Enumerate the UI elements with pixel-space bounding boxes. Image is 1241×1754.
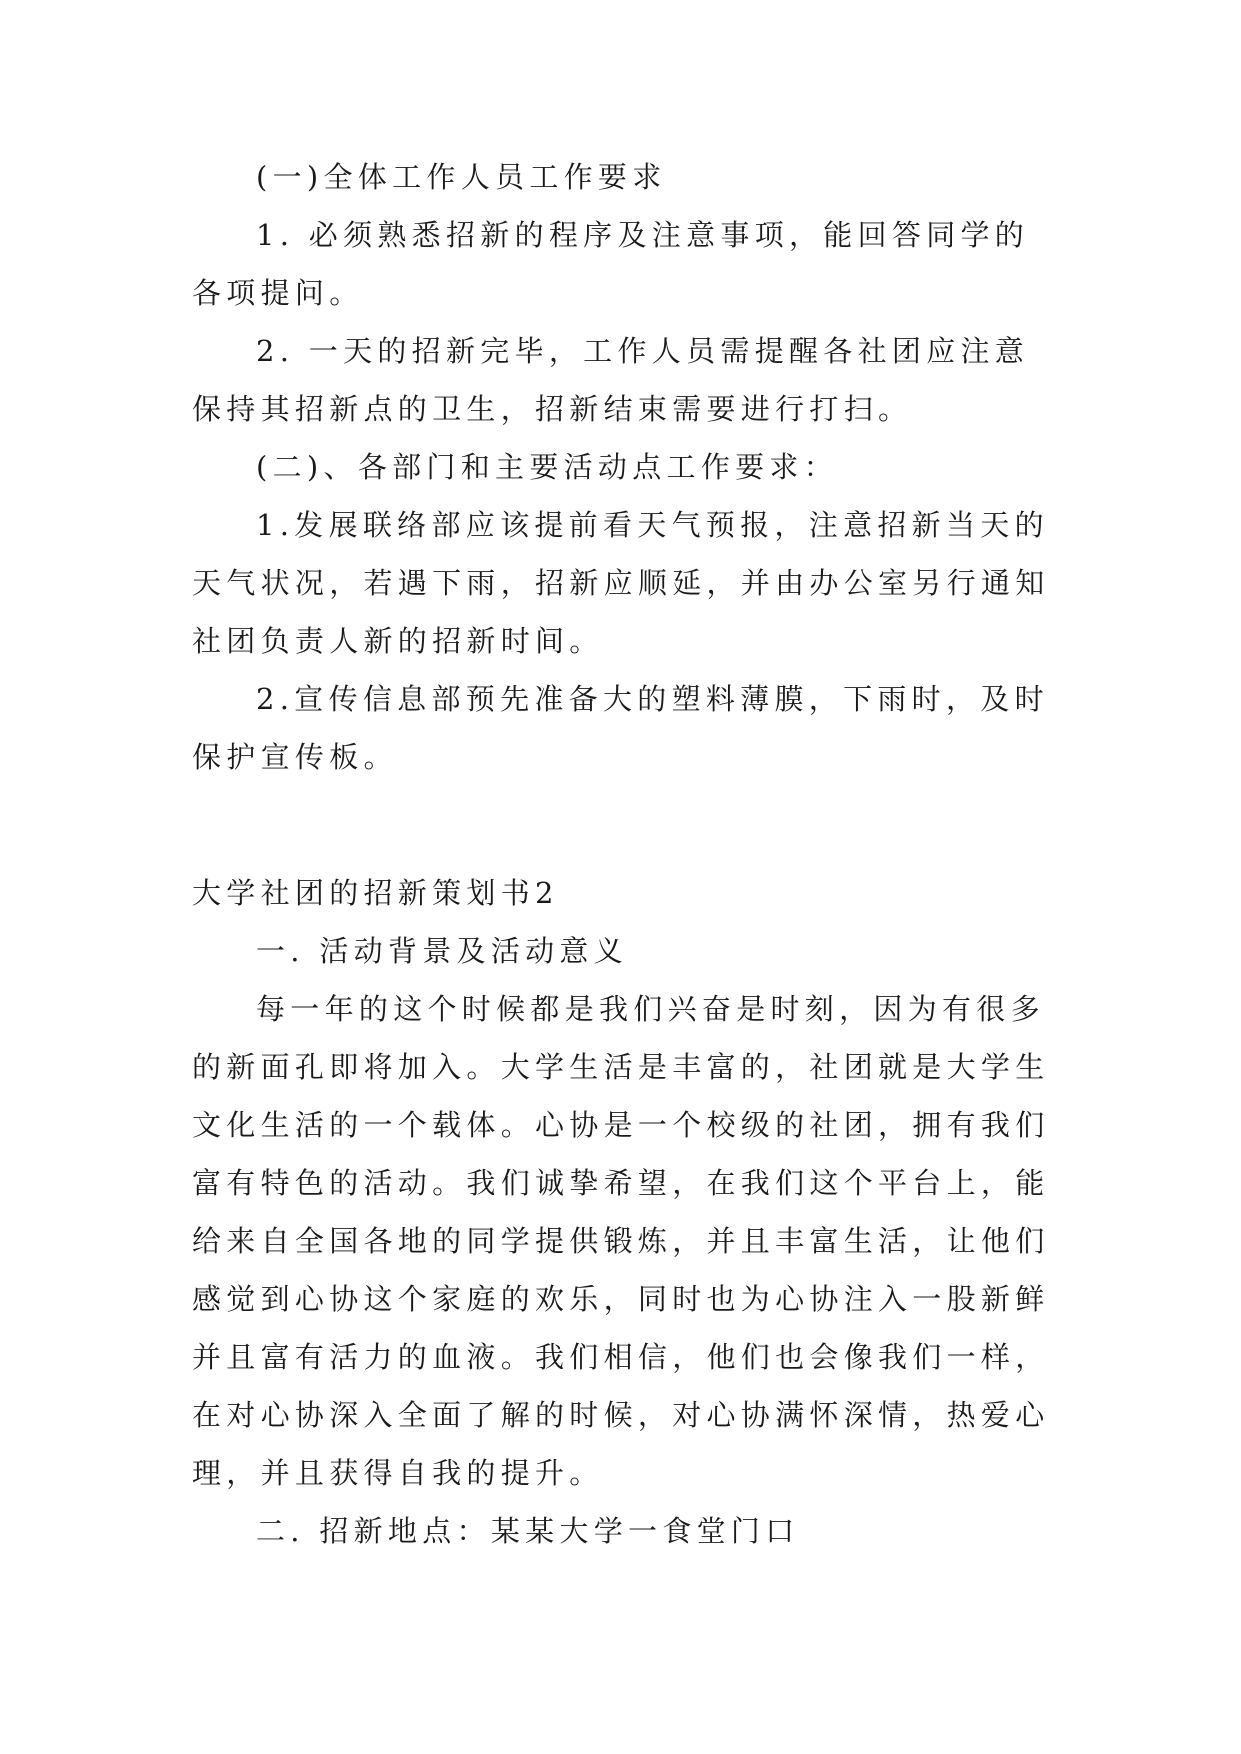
- staff-requirements-heading: (一)全体工作人员工作要求: [256, 160, 667, 194]
- requirement-item-2: 2. 一天的招新完毕，工作人员需提醒各社团应注意保持其招新点的卫生，招新结束需要进行打扫。: [192, 334, 1030, 426]
- department-requirements-heading: (二)、各部门和主要活动点工作要求：: [256, 450, 839, 484]
- requirement-item-1: 1. 必须熟悉招新的程序及注意事项，能回答同学的各项提问。: [192, 218, 1030, 310]
- background-paragraph: 每一年的这个时候都是我们兴奋是时刻，因为有很多的新面孔即将加入。大学生活是丰富的，社团就是大学生文化生活的一个载体。心协是一个校级的社团，拥有我们富有特色的活动。我们诚挚希望，在我们这个平台上，能给来自全国各地的同学提供锻炼，并且丰富生活，让他们感觉到心协这个家庭的欢乐，同时也为心协注入一股新鲜并且富有活力的血液。我们相信，他们也会像我们一样，在对心协深入全面了解的时候，对心协满怀深情，热爱心理，并且获得自我的提升。: [192, 992, 1050, 1490]
- background-heading: 一. 活动背景及活动意义: [256, 934, 629, 968]
- location-paragraph: 二. 招新地点：某某大学一食堂门口: [256, 1514, 800, 1548]
- department-item-1: 1.发展联络部应该提前看天气预报，注意招新当天的天气状况，若遇下雨，招新应顺延，并由办公室另行通知社团负责人新的招新时间。: [192, 508, 1050, 658]
- section-gap: [192, 786, 1052, 864]
- document-body: [192, 148, 1052, 1560]
- department-item-2: 2.宣传信息部预先准备大的塑料薄膜，下雨时，及时保护宣传板。: [192, 682, 1049, 774]
- section-title: 大学社团的招新策划书2: [192, 876, 559, 910]
